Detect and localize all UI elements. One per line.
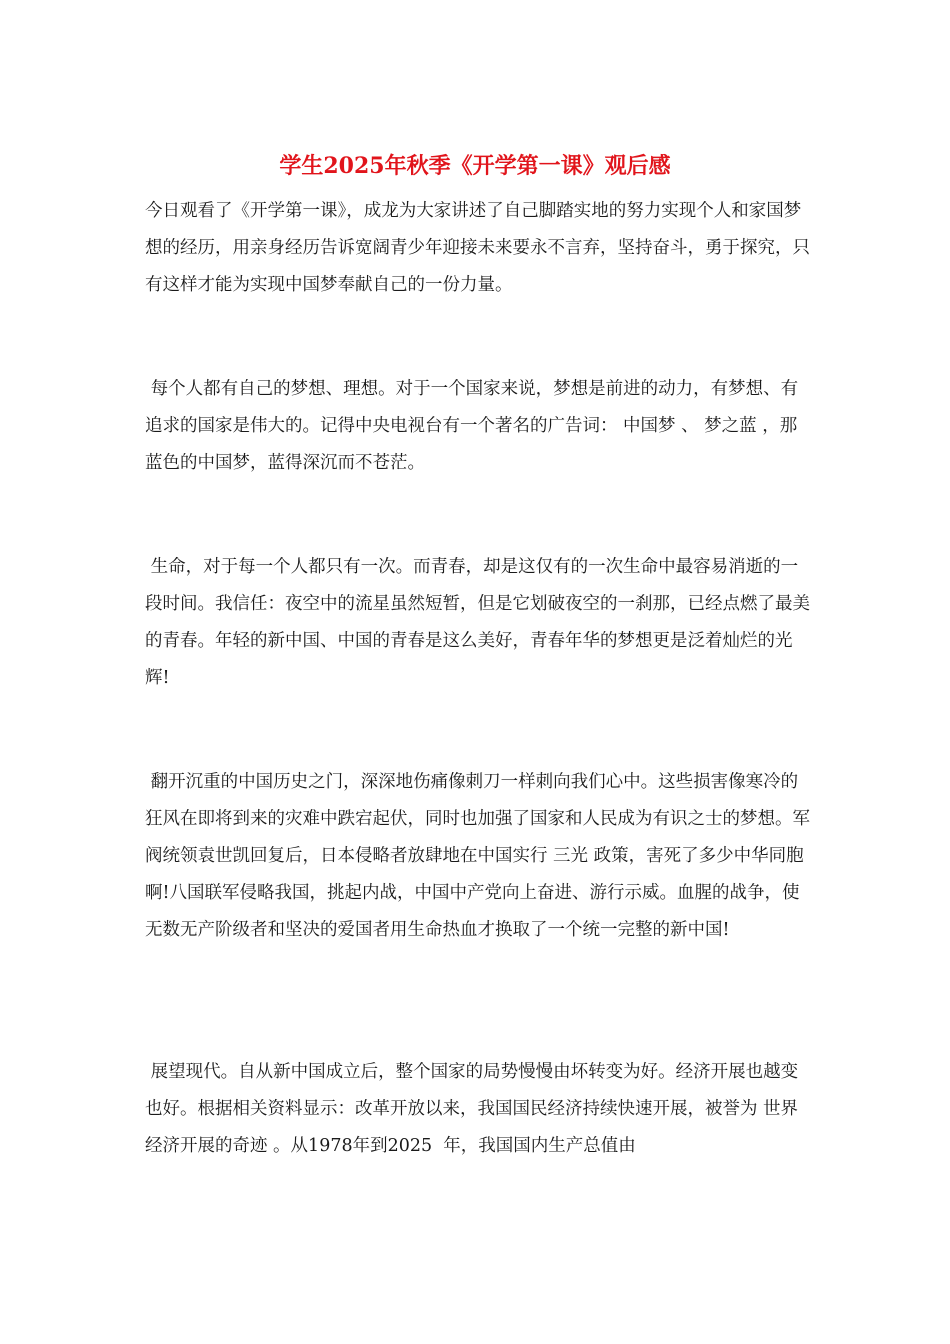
document-title: 学生2025年秋季《开学第一课》观后感 [279,153,671,179]
paragraph-3: 生命，对于每一个人都只有一次。而青春，却是这仅有的一次生命中最容易消逝的一段时间。我信任：夜空中的流星虽然短暂，但是它划破夜空的一刹那，已经点燃了最美的青春。年轻的新中国、中国的青春是这么美好，青春年华的梦想更是泛着灿烂的光辉! [145,557,810,688]
paragraph-1: 今日观看了《开学第一课》，成龙为大家讲述了自己脚踏实地的努力实现个人和家国梦想的经历，用亲身经历告诉宽阔青少年迎接未来要永不言弃，坚持奋斗，勇于探究，只有这样才能为实现中国梦奉献自己的一份力量。 [145,201,810,295]
paragraph-5: 展望现代。自从新中国成立后，整个国家的局势慢慢由坏转变为好。经济开展也越变也好。根据相关资料显示：改革开放以来，我国国民经济持续快速开展，被誉为 世界经济开展的奇迹 。从1978年到2025 年，我国国内生产总值由 [145,1062,799,1156]
paragraph-2: 每个人都有自己的梦想、理想。对于一个国家来说，梦想是前进的动力，有梦想、有追求的国家是伟大的。记得中央电视台有一个著名的广告词： 中国梦 、 梦之蓝 ，那蓝色的中国梦，蓝得深沉而不苍茫。 [145,379,799,473]
paragraph-4: 翻开沉重的中国历史之门，深深地伤痛像刺刀一样刺向我们心中。这些损害像寒冷的狂风在即将到来的灾难中跌宕起伏，同时也加强了国家和人民成为有识之士的梦想。军阀统领袁世凯回复后，日本侵略者放肆地在中国实行 三光 政策，害死了多少中华同胞啊!八国联军侵略我国，挑起内战，中国中产党向上奋进、游行示威。血腥的战争，使无数无产阶级者和坚决的爱国者用生命热血才换取了一个统一完整的新中国! [145,772,810,940]
